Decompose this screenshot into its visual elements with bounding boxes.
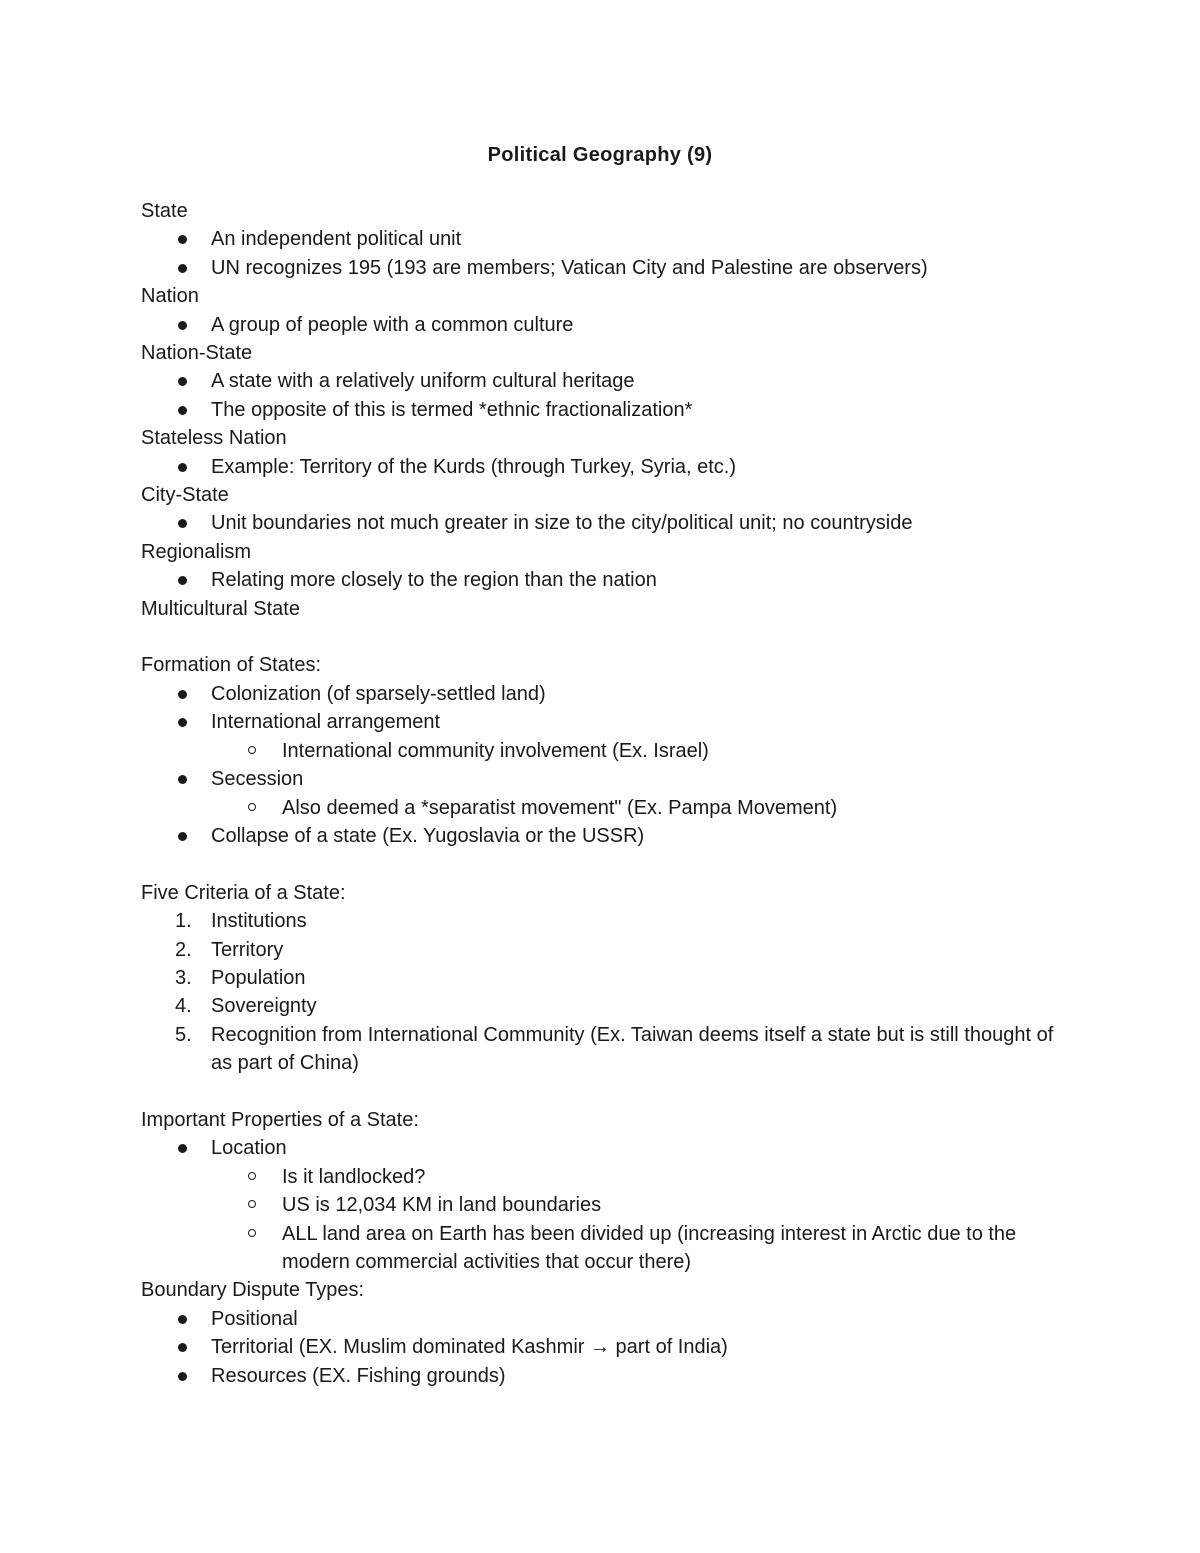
list-item: An independent political unit	[141, 225, 1061, 253]
bullet-icon	[178, 321, 187, 330]
list-item: UN recognizes 195 (193 are members; Vatican City and Palestine are observers)	[141, 254, 1061, 282]
sub-list-item: Also deemed a *separatist movement" (Ex. Pampa Movement)	[141, 794, 1061, 822]
bullet-icon	[178, 1315, 187, 1324]
heading-city-state: City-State	[141, 484, 229, 507]
sub-list-item: US is 12,034 KM in land boundaries	[141, 1191, 1061, 1219]
numbered-item: 3. Population	[175, 966, 306, 989]
hollow-bullet-icon	[248, 1229, 256, 1237]
hollow-bullet-icon	[248, 1172, 256, 1180]
bullet-icon	[178, 463, 187, 472]
bullet-icon	[178, 775, 187, 784]
list-item: International arrangement	[141, 708, 1061, 736]
heading-properties: Important Properties of a State:	[141, 1108, 419, 1131]
bullet-icon	[178, 690, 187, 699]
bullet-icon	[178, 576, 187, 585]
list-item: Location	[141, 1134, 1061, 1162]
bullet-icon	[178, 377, 187, 386]
blank-line	[141, 850, 1061, 878]
heading-regionalism: Regionalism	[141, 540, 252, 563]
list-item: The opposite of this is termed *ethnic fractionalization*	[141, 396, 1061, 424]
heading-stateless-nation: Stateless Nation	[141, 427, 287, 450]
blank-line	[141, 623, 1061, 651]
bullet-icon	[178, 832, 187, 841]
list-item: Unit boundaries not much greater in size to the city/political unit; no countryside	[141, 509, 1061, 537]
hollow-bullet-icon	[248, 746, 256, 754]
blank-line	[141, 1078, 1061, 1106]
heading-state: State	[141, 200, 188, 222]
bullet-icon	[178, 718, 187, 727]
bullet-icon	[178, 519, 187, 528]
bullet-icon	[178, 264, 187, 273]
numbered-item: 5. Recognition from International Community (Ex. Taiwan deems itself a state but is still thought of as part of China)	[175, 1023, 1054, 1075]
heading-nation-state: Nation-State	[141, 342, 253, 365]
list-item: Resources (EX. Fishing grounds)	[141, 1362, 1061, 1390]
bullet-icon	[178, 406, 187, 415]
heading-disputes: Boundary Dispute Types:	[141, 1279, 365, 1302]
list-item: A state with a relatively uniform cultural heritage	[141, 367, 1061, 395]
heading-formation: Formation of States:	[141, 654, 322, 677]
list-item: Territorial (EX. Muslim dominated Kashmir → part of India)	[141, 1333, 1061, 1361]
list-item: Secession	[141, 765, 1061, 793]
page-title: Political Geography (9)	[487, 144, 713, 166]
bullet-icon	[178, 235, 187, 244]
numbered-item: 4. Sovereignty	[175, 995, 317, 1018]
heading-criteria: Five Criteria of a State:	[141, 881, 346, 904]
hollow-bullet-icon	[248, 803, 256, 811]
notes-body	[141, 197, 1061, 1390]
list-item: Positional	[141, 1305, 1061, 1333]
list-item: Collapse of a state (Ex. Yugoslavia or the USSR)	[141, 822, 1061, 850]
bullet-icon	[178, 1372, 187, 1381]
sub-list-item: International community involvement (Ex. Israel)	[141, 737, 1061, 765]
list-item: Relating more closely to the region than the nation	[141, 566, 1061, 594]
numbered-item: 2. Territory	[175, 938, 284, 961]
list-item: Example: Territory of the Kurds (through Turkey, Syria, etc.)	[141, 453, 1061, 481]
list-item: A group of people with a common culture	[141, 311, 1061, 339]
hollow-bullet-icon	[248, 1200, 256, 1208]
list-item: Colonization (of sparsely-settled land)	[141, 680, 1061, 708]
bullet-icon	[178, 1343, 187, 1352]
sub-list-item: Is it landlocked?	[141, 1163, 1061, 1191]
heading-nation: Nation	[141, 285, 199, 308]
heading-multicultural-state: Multicultural State	[141, 597, 300, 620]
sub-list-item: ALL land area on Earth has been divided up (increasing interest in Arctic due to the modern commercial activities that occur there)	[141, 1220, 1061, 1277]
numbered-item: 1. Institutions	[175, 910, 307, 933]
bullet-icon	[178, 1144, 187, 1153]
